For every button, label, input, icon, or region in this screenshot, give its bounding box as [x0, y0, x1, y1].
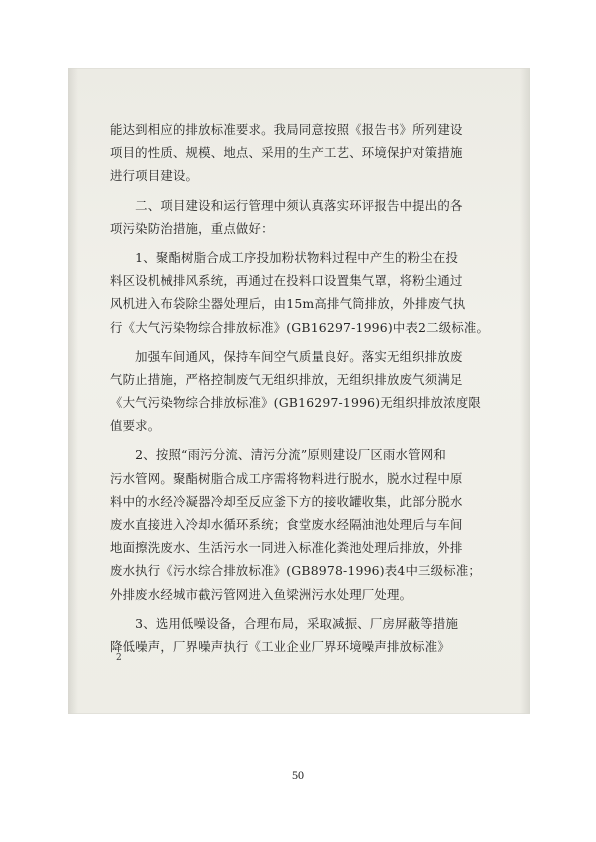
text-line: 《大气污染物综合排放标准》(GB16297-1996)无组织排放浓度限: [110, 395, 482, 411]
scan-edge-shadow-right: [520, 68, 530, 714]
text-line: 加强车间通风，保持车间空气质量良好。落实无组织排放废: [110, 348, 463, 364]
text-line: 1、聚酯树脂合成工序投加粉状物料过程中产生的粉尘在投: [110, 249, 459, 265]
text-line: 外排废水经城市截污管网进入鱼梁洲污水处理厂处理。: [110, 586, 413, 602]
scan-edge-shadow-left: [68, 68, 78, 714]
text-line: 能达到相应的排放标准要求。我局同意按照《报告书》所列建设: [110, 122, 463, 137]
text-line: 二、项目建设和运行管理中须认真落实环评报告中提出的各: [110, 197, 463, 213]
paragraph: [110, 345, 482, 438]
text-line: 废水执行《污水综合排放标准》(GB8978-1996)表4中三级标准；: [110, 563, 482, 579]
text-line: 料区设机械排风系统，再通过在投料口设置集气罩，将粉尘通过: [110, 273, 463, 289]
paragraph: [110, 246, 490, 339]
text-line: 气防止措施，严格控制废气无组织排放，无组织排放废气须满足: [110, 371, 463, 387]
text-line: 项目的性质、规模、地点、采用的生产工艺、环境保护对策措施: [110, 145, 463, 161]
paragraph: [110, 443, 482, 605]
paragraph: [110, 612, 459, 658]
text-line: 2、按照“雨污分流、清污分流”原则建设厂区雨水管网和: [110, 447, 446, 463]
text-line: 值要求。: [110, 418, 161, 434]
text-line: 降低噪声，厂界噪声执行《工业企业厂界环境噪声排放标准》: [110, 638, 450, 654]
text-line: 3、选用低噪设备，合理布局，采取减振、厂房屏蔽等措施: [110, 615, 459, 631]
scan-page-number: 2: [116, 653, 122, 663]
page-number: 50: [292, 768, 304, 782]
text-line: 风机进入布袋除尘器处理后，由15m高排气筒排放，外排废气执: [110, 296, 466, 312]
text-line: 行《大气污染物综合排放标准》(GB16297-1996)中表2二级标准。: [110, 319, 490, 335]
text-line: 废水直接进入冷却水循环系统；食堂废水经隔油池处理后与车间: [110, 517, 463, 532]
document-body: [110, 118, 490, 658]
text-line: 污水管网。聚酯树脂合成工序需将物料进行脱水，脱水过程中原: [110, 470, 463, 486]
text-line: 项污染防治措施，重点做好：: [110, 220, 274, 236]
text-line: 地面擦洗废水、生活污水一同进入标准化粪池处理后排放，外排: [110, 540, 463, 556]
text-line: 进行项目建设。: [110, 168, 199, 184]
paragraph: [110, 194, 463, 240]
text-line: 料中的水经冷凝器冷却至反应釜下方的接收罐收集，此部分脱水: [110, 493, 463, 509]
paragraph: [110, 118, 463, 188]
